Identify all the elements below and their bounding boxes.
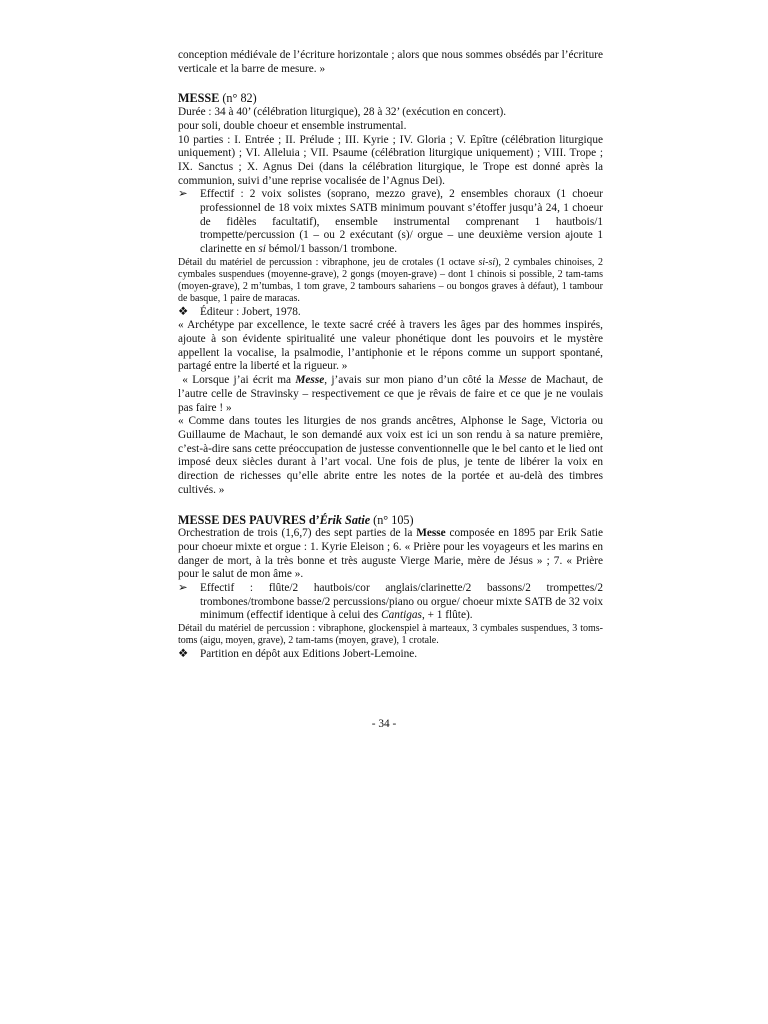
page-number: - 34 - bbox=[371, 718, 397, 730]
messe-pauvres-composer: Érik Satie bbox=[319, 512, 371, 527]
page-content bbox=[178, 49, 603, 661]
messe-pauvres-number: (n° 105) bbox=[373, 512, 414, 527]
messe-editeur-text: Éditeur : Jobert, 1978. bbox=[200, 305, 301, 318]
messe-percussion-detail bbox=[178, 257, 603, 306]
messe-pauvres-partition bbox=[178, 648, 603, 662]
messe-perc-a: Détail du matériel de percussion : vibraphone, jeu de crotales (1 octave bbox=[178, 256, 475, 268]
mp-effectif-b: , + 1 flûte). bbox=[421, 609, 473, 622]
messe-forces: pour soli, double choeur et ensemble instrumental. bbox=[178, 119, 407, 132]
messe-perc-b: ), 2 cymbales chinoises, 2 cymbales suspendues (moyenne-grave), 2 gongs (moyen-grave) – dont 1 chinois si possible, 2 tam-tams (moyen-grave), 2 m’tumbas, 1 tom grave, 2 tambours sahariens – ou bongos graves à défaut), 1 tambour de basque, 1 paire de maracas. bbox=[178, 256, 604, 305]
messe-editeur bbox=[178, 306, 603, 320]
quote2-italic: Messe bbox=[498, 374, 527, 387]
arrow-bullet-icon: ➢ bbox=[178, 188, 188, 201]
messe-pauvres-title: MESSE DES PAUVRES d’ bbox=[178, 512, 320, 527]
quote2-bold: Messe bbox=[295, 374, 325, 387]
diamond-bullet-icon: ❖ bbox=[178, 305, 189, 318]
diamond-bullet-icon: ❖ bbox=[178, 647, 189, 660]
messe-quote-1: « Archétype par excellence, le texte sacré créé à travers les âges par des hommes inspirés, ajoute à son évidente spiritualité une valeur phonétique dont les pouvoirs et le mystère appellent la vocalise, la psalmodie, l’antiphonie et le répons comme un support spontané, partagé entre la liberté et la rigueur. » bbox=[178, 319, 603, 373]
orch-a: Orchestration de trois (1,6,7) des sept parties de la bbox=[178, 527, 413, 540]
messe-pauvres-heading bbox=[178, 514, 603, 528]
mp-effectif-italic: Cantigas bbox=[381, 609, 422, 622]
mp-partition-text: Partition en dépôt aux Editions Jobert-Lemoine. bbox=[200, 647, 418, 660]
intro-paragraph: conception médiévale de l’écriture horizontale ; alors que nous sommes obsédés par l’écriture verticale et la barre de mesure. » bbox=[178, 49, 603, 75]
orch-bold: Messe bbox=[416, 527, 446, 540]
messe-perc-italic: si-si bbox=[478, 256, 496, 268]
messe-quote-2 bbox=[178, 374, 603, 415]
messe-parts: 10 parties : I. Entrée ; II. Prélude ; III. Kyrie ; IV. Gloria ; V. Epître (célébration liturgique uniquement) ; VI. Alleluia ; VII. Psaume (célébration liturgique uniquement) ; VIII. Trope ; IX. Sanctus ; X. Agnus Dei (dans la célébration liturgique, le Trope est donné après la communion, suivi d’une reprise vocalisée de l’Agnus Dei). bbox=[178, 133, 603, 187]
messe-quote-3: « Comme dans toutes les liturgies de nos grands ancêtres, Alphonse le Sage, Victoria ou Guillaume de Machaut, le son demandé aux voix est ici un son rendu à sa nature première, c’est-à-dire sans cette préoccupation de justesse conventionnelle que le bel canto et le lied ont imposé deux siècles durant à l’art vocal. Une fois de plus, je tente de libérer la voix en direction de richesses qu’elle abrite entre les notes de la portée et au-delà des timbres cultivés. » bbox=[178, 415, 603, 496]
messe-number: (n° 82) bbox=[222, 91, 257, 106]
messe-pauvres-percussion-detail: Détail du matériel de percussion : vibraphone, glockenspiel à marteaux, 3 cymbales suspendues, 3 toms-toms (aigu, moyen, grave), 2 tam-tams (moyen, grave), 1 crotale. bbox=[178, 623, 603, 647]
mp-effectif-a: Effectif : flûte/2 hautbois/cor anglais/clarinette/2 bassons/2 trompettes/2 trombones/trombone basse/2 percussions/piano ou orgue/ choeur mixte SATB de 32 voix minimum (effectif identique à celui des bbox=[200, 582, 603, 622]
quote2-c: de Machaut, de l’autre celle de Stravinsky – respectivement ce que je rêvais de faire et ce que je ne voulais pas faire ! » bbox=[178, 374, 603, 414]
quote2-b: , j’avais sur mon piano d’un côté la bbox=[324, 374, 494, 387]
messe-effectif-text-b: bémol/1 basson/1 trombone. bbox=[268, 243, 398, 256]
messe-duration: Durée : 34 à 40’ (célébration liturgique), 28 à 32’ (exécution en concert). bbox=[178, 106, 507, 119]
messe-heading bbox=[178, 92, 603, 106]
quote2-a: « Lorsque j’ai écrit ma bbox=[182, 374, 292, 387]
messe-effectif bbox=[178, 188, 603, 257]
messe-effectif-text-a: Effectif : 2 voix solistes (soprano, mezzo grave), 2 ensembles choraux (1 choeur professionnel de 18 voix mixtes SATB minimum pouvant s’étoffer jusqu’à 24, 1 choeur de fidèles facultatif), ensemble instrumental comprenant 1 hautbois/1 trompette/percussion (1 – ou 2 exécutant (s)/ orgue – une deuxième version ajoute 1 clarinette en bbox=[200, 188, 603, 256]
orch-b: composée en 1895 par Erik Satie pour choeur mixte et orgue : 1. Kyrie Eleison ; 6. « Prière pour les voyageurs et les marins en danger de mort, à la très bonne et très auguste Vierge Marie, mère de Jésus » ; 7. « Prière pour le salut de mon âme ». bbox=[178, 527, 604, 581]
messe-pauvres-effectif bbox=[178, 582, 603, 623]
messe-pauvres-orchestration bbox=[178, 527, 603, 582]
messe-title: MESSE bbox=[178, 91, 220, 106]
arrow-bullet-icon: ➢ bbox=[178, 582, 188, 595]
messe-effectif-italic: si bbox=[258, 243, 266, 256]
